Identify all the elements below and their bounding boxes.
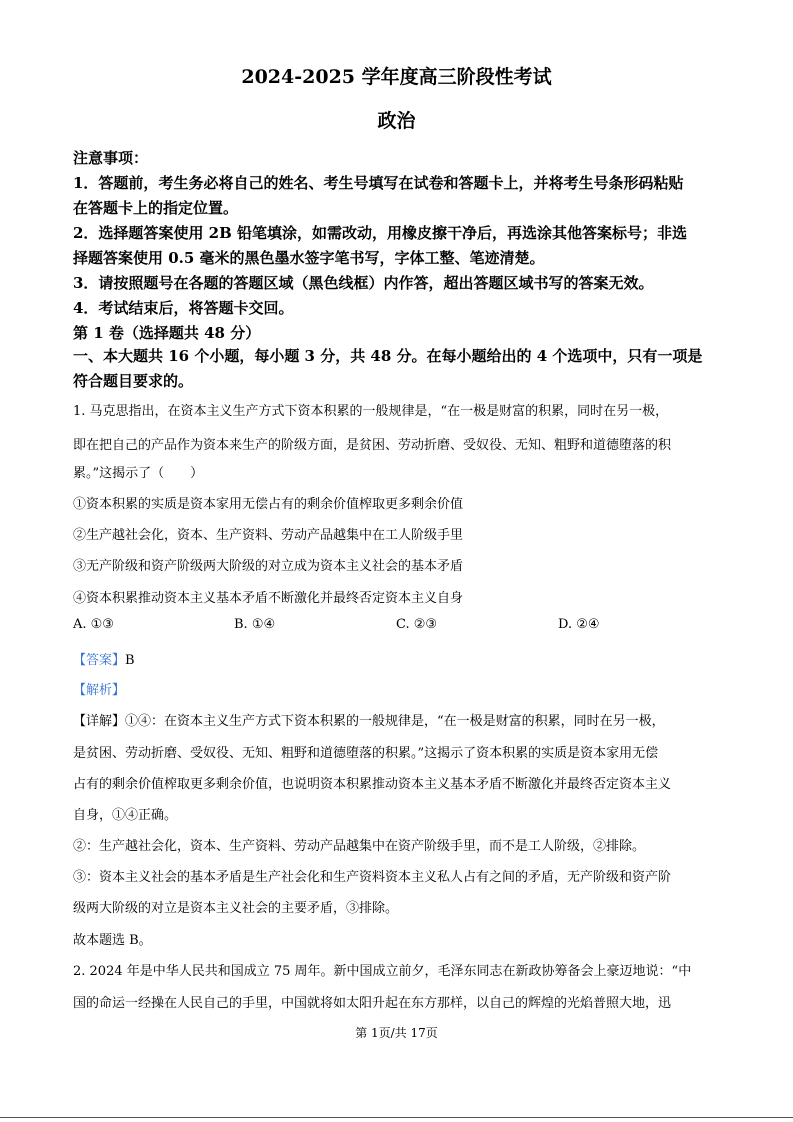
- section-instruction: 符合题目要求的。: [73, 372, 194, 390]
- q1-stem: 即在把自己的产品作为资本来生产的阶级方面，是贫困、劳动折磨、受奴役、无知、粗野和道德堕落的积: [73, 438, 672, 453]
- q1-detail-line: 是贫困、劳动折磨、受奴役、无知、粗野和道德堕落的积累。”这揭示了资本积累的实质是资本家用无偿: [73, 746, 659, 761]
- page-number: 第 1页/共 17页: [355, 1026, 438, 1040]
- detail-text: ①④：在资本主义生产方式下资本积累的一般规律是，“在一极是财富的积累，同时在另一极，: [125, 714, 665, 729]
- q1-conclusion: 故本题选 B。: [73, 933, 152, 948]
- q1-answer: [73, 649, 135, 668]
- q1-stem: 累。”这揭示了（ ）: [73, 466, 204, 481]
- section-part: 第 1 卷（选择题共 48 分）: [73, 324, 261, 342]
- q1-option-c: C. ②③: [396, 617, 438, 632]
- section-instruction: 一、本大题共 16 个小题，每小题 3 分，共 48 分。在每小题给出的 4 个选项中，只有一项是: [73, 347, 703, 365]
- q1-option-d: D. ②④: [558, 617, 600, 632]
- q1-analysis-tag: [73, 679, 125, 698]
- q1-statement: ②生产越社会化，资本、生产资料、劳动产品越集中在工人阶级手里: [73, 528, 464, 543]
- detail-tag: 【详解】: [73, 714, 126, 729]
- notice-line: 择题答案使用 0.5 毫米的黑色墨水签字笔书写，字体工整、笔迹清楚。: [73, 249, 545, 267]
- q1-option-a: A. ①③: [73, 617, 114, 632]
- q2-stem: 国的命运一经操在人民自己的手里，中国就将如太阳升起在东方那样，以自己的辉煌的光焰普照大地，迅: [73, 996, 672, 1011]
- subject-title: 政治: [377, 110, 416, 132]
- exam-title: 2024-2025 学年度高三阶段性考试: [241, 66, 552, 88]
- q1-detail-line: ③：资本主义社会的基本矛盾是生产社会化和生产资料资本主义私人占有之间的矛盾，无产阶级和资产阶: [73, 870, 672, 885]
- notice-line: 4．考试结束后，将答题卡交回。: [73, 299, 294, 317]
- q1-option-b: B. ①④: [234, 617, 276, 632]
- answer-tag: 【答案】: [73, 653, 126, 668]
- q1-detail-line: [73, 710, 665, 729]
- q1-statement: ④资本积累推动资本主义基本矛盾不断激化并最终否定资本主义自身: [73, 591, 464, 606]
- q1-statement: ③无产阶级和资产阶级两大阶级的对立成为资本主义社会的基本矛盾: [73, 559, 464, 574]
- answer-value: B: [125, 653, 135, 668]
- notice-heading: 注意事项：: [73, 149, 149, 167]
- q1-detail-line: ②：生产越社会化，资本、生产资料、劳动产品越集中在资产阶级手里，而不是工人阶级，②排除。: [73, 839, 646, 854]
- q2-stem: 2. 2024 年是中华人民共和国成立 75 周年。新中国成立前夕，毛泽东同志在新政协筹备会上豪迈地说：“中: [73, 964, 692, 979]
- notice-line: 在答题卡上的指定位置。: [73, 199, 239, 217]
- notice-line: 2．选择题答案使用 2B 铅笔填涂，如需改动，用橡皮擦干净后，再选涂其他答案标号；非选: [73, 224, 688, 242]
- q1-detail-line: 自身，①④正确。: [73, 808, 178, 823]
- notice-line: 1．答题前，考生务必将自己的姓名、考生号填写在试卷和答题卡上，并将考生号条形码粘贴: [73, 174, 684, 192]
- q1-detail-line: 占有的剩余价值榨取更多剩余价值，也说明资本积累推动资本主义基本矛盾不断激化并最终否定资本主义: [73, 777, 672, 792]
- notice-line: 3．请按照题号在各题的答题区域（黑色线框）内作答，超出答题区域书写的答案无效。: [73, 274, 654, 292]
- analysis-tag: 【解析】: [73, 683, 126, 698]
- page-bottom-rule: [0, 1117, 793, 1118]
- q1-stem: 1. 马克思指出，在资本主义生产方式下资本积累的一般规律是，“在一极是财富的积累，同时在另一极，: [73, 404, 669, 419]
- q1-detail-line: 级两大阶级的对立是资本主义社会的主要矛盾，③排除。: [73, 901, 399, 916]
- q1-statement: ①资本积累的实质是资本家用无偿占有的剩余价值榨取更多剩余价值: [73, 497, 464, 512]
